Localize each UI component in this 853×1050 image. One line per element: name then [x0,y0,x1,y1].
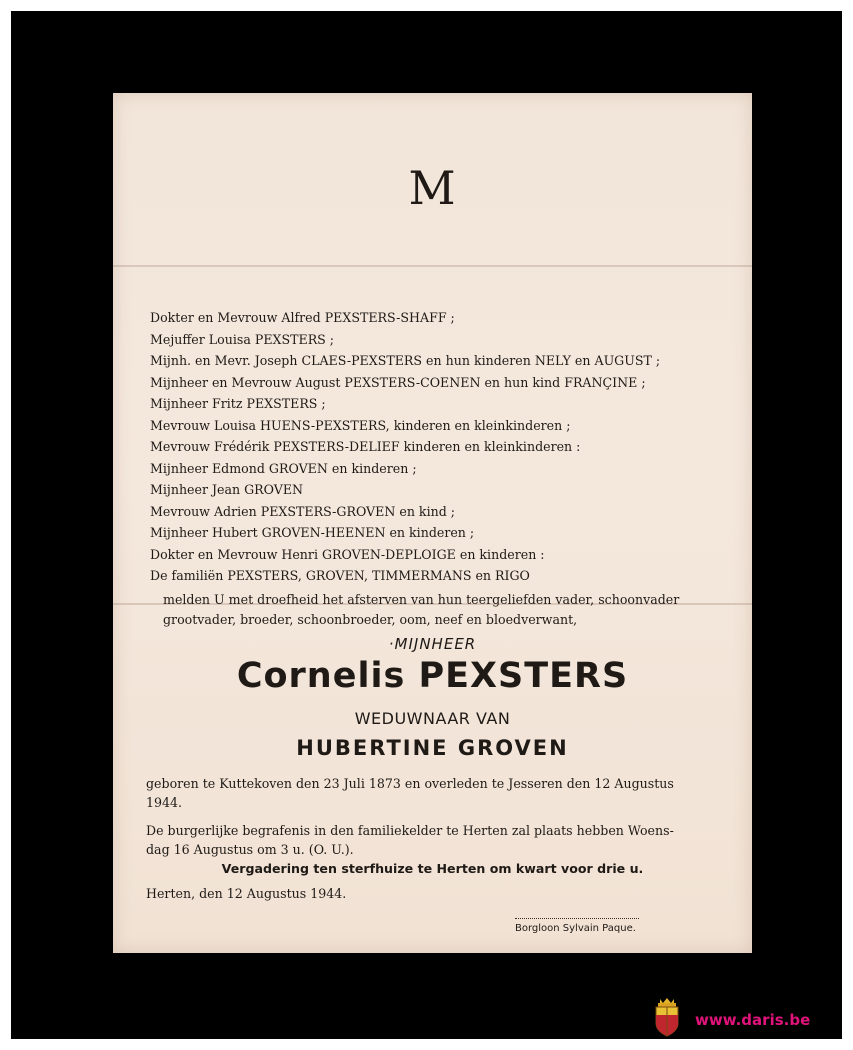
family-line: Mevrouw Adrien PEXSTERS-GROVEN en kind ; [150,503,456,519]
announcement [163,590,743,630]
paragraph-line: geboren te Kuttekoven den 23 Juli 1873 en overleden te Jesseren den 12 Augustus [146,776,674,791]
watermark-site: www.daris.be [695,1011,811,1029]
fold-line-top [113,265,752,267]
family-line: Mijnh. en Mevr. Joseph CLAES-PEXSTERS en hun kinderen NELY en AUGUST ; [150,353,661,368]
family-line: Mijnheer Jean GROVEN [150,482,304,497]
family-line: Mijnheer en Mevrouw August PEXSTERS-COENEN en hun kind FRANÇINE ; [150,374,646,390]
paragraph-line: De burgerlijke begrafenis in den familiekelder te Herten zal plaats hebben Woens- [146,823,674,838]
family-line: Mijnheer Fritz PEXSTERS ; [150,396,326,411]
salutation: ·MIJNHEER [388,635,477,653]
meeting-notice: Vergadering ten sterfhuize te Herten om kwart voor drie u. [221,861,644,876]
coat-of-arms-icon [652,997,682,1037]
announcement-line: melden U met droefheid het afsterven van hun teergeliefden vader, schoonvader [163,592,680,607]
family-line: Mijnheer Edmond GROVEN en kinderen ; [150,460,417,476]
family-line: Mevrouw Frédérik PEXSTERS-DELIEF kinderen en kleinkinderen : [150,439,581,454]
family-line: Dokter en Mevrouw Henri GROVEN-DEPLOIGE en kinderen : [150,546,545,562]
funeral-paragraph [146,821,726,859]
printer-credit: Borgloon Sylvain Paque. [515,923,636,934]
death-notice-card [113,93,752,953]
printer-dotted-line [515,918,639,919]
announcement-line: grootvader, broeder, schoonbroeder, oom, neef en bloedverwant, [163,612,578,627]
widower-of-label: WEDUWNAAR VAN [354,709,511,728]
header-initial: M [408,161,457,215]
deceased-name: Cornelis PEXSTERS [236,656,629,696]
birth-death-paragraph [146,774,726,812]
family-line: Mejuffer Louisa PEXSTERS ; [150,331,335,347]
spouse-name: HUBERTINE GROVEN [296,736,569,760]
family-list [150,307,740,587]
paragraph-line: 1944. [146,795,183,810]
paragraph-line: dag 16 Augustus om 3 u. (O. U.). [146,842,354,857]
family-line: De familiën PEXSTERS, GROVEN, TIMMERMANS en RIGO [150,568,530,583]
family-line: Mijnheer Hubert GROVEN-HEENEN en kinderen ; [150,525,475,540]
place-date: Herten, den 12 Augustus 1944. [146,886,347,901]
family-line: Dokter en Mevrouw Alfred PEXSTERS-SHAFF ; [150,310,455,325]
family-line: Mevrouw Louisa HUENS-PEXSTERS, kinderen en kleinkinderen ; [150,417,571,433]
